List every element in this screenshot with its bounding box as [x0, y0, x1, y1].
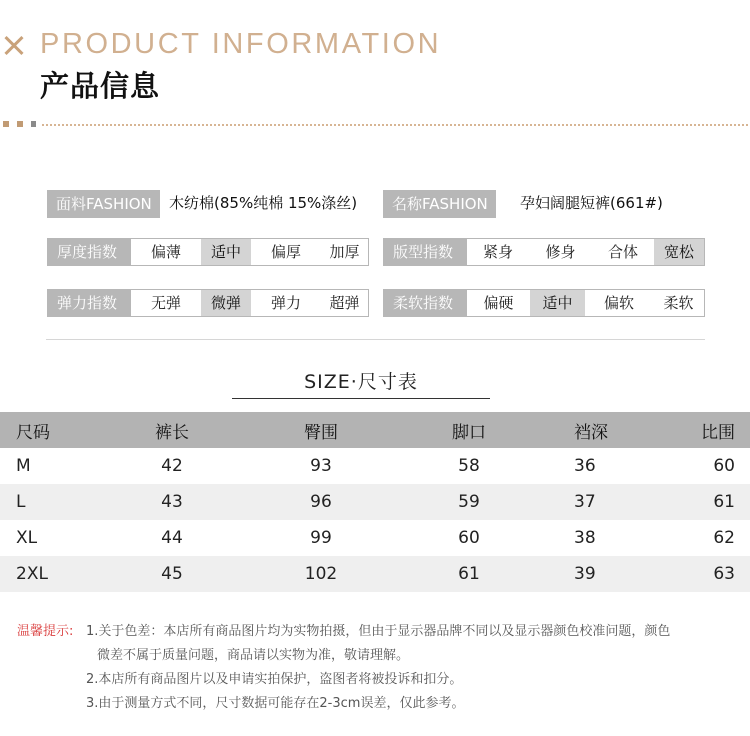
softness-option: 偏硬 — [483, 294, 514, 312]
size-title-underline — [232, 398, 490, 399]
column-header: 尺码 — [16, 422, 50, 443]
table-cell: 60 — [713, 456, 735, 476]
elasticity-option: 弹力 — [270, 294, 301, 312]
close-x-icon — [2, 34, 24, 56]
table-cell: 36 — [574, 456, 596, 476]
tips-label: 温馨提示: — [17, 624, 74, 639]
fit-option: 修身 — [545, 243, 576, 261]
table-cell: 38 — [574, 528, 596, 548]
table-cell: 37 — [574, 492, 596, 512]
section-title-chinese: 产品信息 — [40, 69, 161, 103]
tip-line: 2.本店所有商品图片以及申请实拍保护，盗图者将被投诉和扣分。 — [86, 672, 463, 687]
softness-scale — [383, 289, 705, 317]
thickness-scale — [47, 238, 369, 266]
column-header: 脚口 — [452, 422, 486, 443]
softness-label: 柔软指数 — [384, 290, 467, 316]
table-cell: 44 — [161, 528, 183, 548]
table-cell: 43 — [161, 492, 183, 512]
table-cell: M — [16, 456, 31, 476]
elasticity-option: 无弹 — [150, 294, 181, 312]
table-cell: 102 — [304, 564, 338, 584]
table-row — [0, 520, 750, 556]
dotted-divider — [42, 124, 748, 126]
elasticity-scale — [47, 289, 369, 317]
table-cell: 96 — [310, 492, 332, 512]
tip-line: 微差不属于质量问题，商品请以实物为准，敬请理解。 — [97, 648, 410, 663]
softness-option: 柔软 — [663, 294, 694, 312]
size-table-header — [0, 412, 750, 448]
thickness-option: 适中 — [201, 239, 251, 265]
elasticity-option: 超弹 — [329, 294, 360, 312]
table-cell: 93 — [310, 456, 332, 476]
decor-square — [3, 121, 9, 127]
elasticity-label: 弹力指数 — [48, 290, 131, 316]
size-chart-title: SIZE·尺寸表 — [304, 371, 418, 393]
name-value: 孕妇阔腿短裤(661#) — [520, 194, 663, 212]
table-cell: 61 — [713, 492, 735, 512]
thickness-option: 偏厚 — [270, 243, 301, 261]
table-row — [0, 484, 750, 520]
fit-option: 合体 — [607, 243, 638, 261]
table-cell: 63 — [713, 564, 735, 584]
column-header: 裤长 — [155, 422, 189, 443]
table-cell: 2XL — [16, 564, 48, 584]
thickness-option: 加厚 — [329, 243, 360, 261]
fit-option: 紧身 — [482, 243, 513, 261]
size-table — [0, 412, 750, 592]
thickness-label: 厚度指数 — [48, 239, 131, 265]
table-cell: 42 — [161, 456, 183, 476]
table-row — [0, 448, 750, 484]
tip-line: 1.关于色差：本店所有商品图片均为实物拍摄，但由于显示器品牌不同以及显示器颜色校准问题，颜色 — [86, 624, 671, 639]
decor-square — [31, 121, 36, 127]
table-cell: 58 — [458, 456, 480, 476]
elasticity-option: 微弹 — [201, 290, 251, 316]
fit-label: 版型指数 — [384, 239, 467, 265]
column-header: 比围 — [701, 422, 735, 443]
table-cell: 45 — [161, 564, 183, 584]
fabric-label: 面料FASHION — [47, 190, 160, 218]
softness-option: 适中 — [530, 290, 585, 316]
decor-square — [17, 121, 23, 127]
table-cell: L — [16, 492, 26, 512]
table-cell: 39 — [574, 564, 596, 584]
table-cell: 62 — [713, 528, 735, 548]
softness-option: 偏软 — [603, 294, 634, 312]
fit-scale — [383, 238, 705, 266]
section-title-english: PRODUCT INFORMATION — [40, 28, 442, 60]
thickness-option: 偏薄 — [150, 243, 181, 261]
table-cell: 99 — [310, 528, 332, 548]
table-cell: 61 — [458, 564, 480, 584]
column-header: 臀围 — [304, 422, 338, 443]
table-cell: 59 — [458, 492, 480, 512]
fabric-value: 木纺棉(85%纯棉 15%涤丝) — [169, 194, 358, 212]
column-header: 裆深 — [574, 422, 608, 443]
tip-line: 3.由于测量方式不同，尺寸数据可能存在2-3cm误差，仅此参考。 — [86, 696, 465, 711]
table-cell: XL — [16, 528, 38, 548]
fit-option: 宽松 — [654, 239, 704, 265]
table-row — [0, 556, 750, 592]
section-divider — [46, 339, 705, 340]
name-label: 名称FASHION — [383, 190, 496, 218]
table-cell: 60 — [458, 528, 480, 548]
